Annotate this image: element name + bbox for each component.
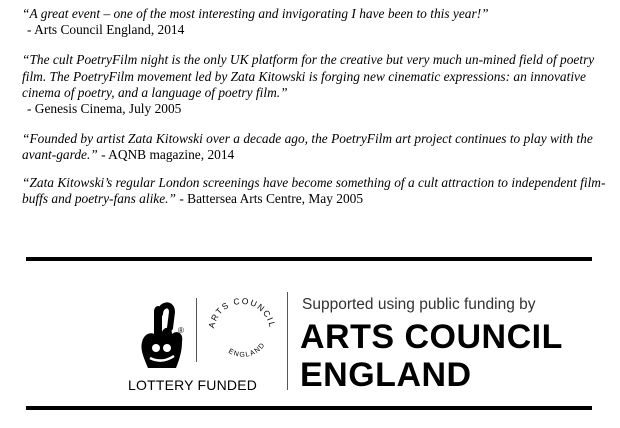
arts-council-wordmark-line1: ARTS COUNCIL <box>300 318 563 356</box>
quote-arts-council <box>22 6 614 38</box>
logo-divider <box>287 292 288 390</box>
registered-mark: ® <box>178 326 184 335</box>
quote-text: “A great event – one of the most interesting and invigorating I have been to this year!” <box>22 6 489 21</box>
seal-bottom-text: ENGLAND <box>227 341 267 359</box>
svg-text:ARTS COUNCIL <box>206 296 278 329</box>
quote-text: “Founded by artist Zata Kitowski over a decade ago, the PoetryFilm art project continues to play with the avant-garde.” <box>22 131 593 163</box>
logo-divider <box>196 298 197 362</box>
quote-attribution: - Genesis Cinema, July 2005 <box>27 101 182 117</box>
quote-text: “Zata Kitowski’s regular London screenings have become something of a cult attraction to independent film-buffs and poetry-fans alike.” <box>22 174 606 206</box>
quote-battersea <box>22 175 614 207</box>
quote-genesis-cinema <box>22 52 614 117</box>
top-divider-rule <box>26 257 592 261</box>
quote-attribution: - AQNB magazine, 2014 <box>97 147 235 163</box>
quote-attribution: - Battersea Arts Centre, May 2005 <box>175 190 364 206</box>
quote-aqnb <box>22 131 614 163</box>
quote-text: “The cult PoetryFilm night is the only UK platform for the creative but very much un-mined field of poetry film. The PoetryFilm movement led by Zata Kitowski is forging new cinematic expressions: an innovative cinema of poetry, and a language of poetry film.” <box>22 52 595 100</box>
quote-attribution: - Arts Council England, 2014 <box>27 22 185 38</box>
seal-top-text: ARTS COUNCIL <box>206 295 278 330</box>
lottery-funded-label: LOTTERY FUNDED <box>128 377 258 393</box>
supported-by-text: Supported using public funding by <box>302 296 536 313</box>
arts-council-seal-icon <box>198 294 286 364</box>
bottom-divider-rule <box>26 406 592 410</box>
svg-text:ENGLAND <box>227 341 267 359</box>
funding-logos <box>0 262 620 404</box>
arts-council-wordmark-line2: ENGLAND <box>300 356 472 394</box>
quotes-section <box>22 6 614 221</box>
